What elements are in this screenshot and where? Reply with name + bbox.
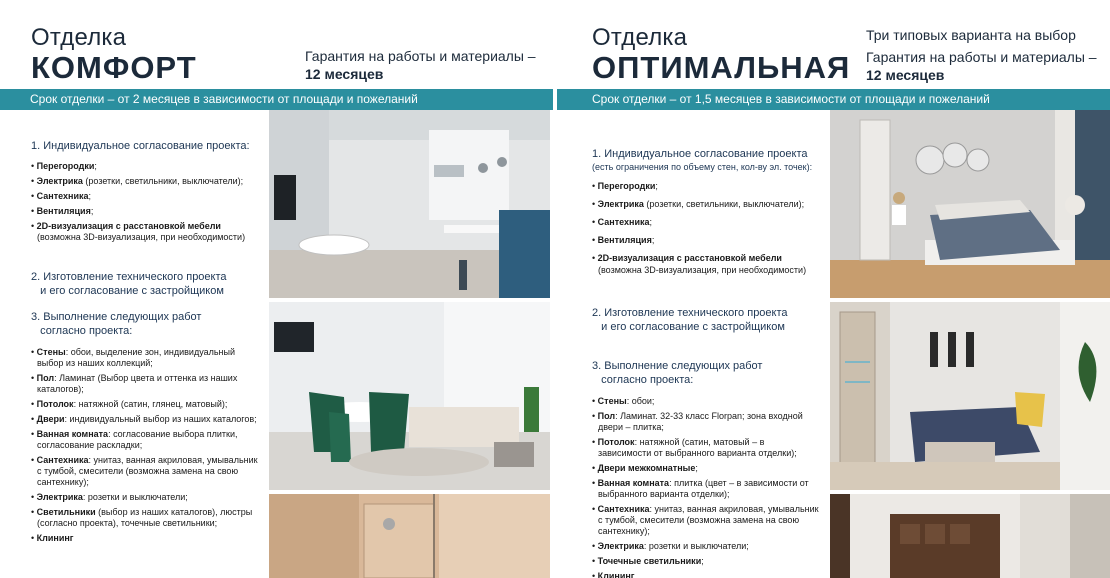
optimal-photo-bedroom-1 [830,110,1110,298]
comfort-guarantee-line2: 12 месяцев [305,66,384,82]
optimal-photo-bedroom-2 [830,302,1110,490]
list-item: • Стены: обои; [592,396,655,406]
list-item: • Сантехника: унитаз, ванная акриловая, умывальник с тумбой, смесители (возможна замена на свою сантехнику); [592,504,819,536]
comfort-guarantee [305,47,536,83]
list-item: • Светильники (выбор из наших каталогов), люстры (согласно проекта), точечные светильники; [31,507,253,528]
optimal-sec2-title: 2. Изготовление технического проекта и его согласование с застройщиком [592,307,788,333]
optimal-sec1-sub: (есть ограничения по объему стен, кол-ву эл. точек): [592,162,813,172]
comfort-photo-bathroom [269,494,550,578]
comfort-term-band: Срок отделки – от 2 месяцев в зависимости от площади и пожеланий [0,89,553,110]
list-item: • Сантехника; [31,191,92,201]
comfort-sec1-title: 1. Индивидуальное согласование проекта: [31,140,250,152]
optimal-variants: Три типовых варианта на выбор [866,27,1076,43]
list-item: • Двери межкомнатные; [592,463,698,473]
comfort-photo-kitchen [269,110,550,298]
list-item: • Потолок: натяжной (сатин, глянец, матовый); [31,399,228,409]
list-item: • Стены: обои, выделение зон, индивидуальный выбор из наших коллекций; [31,347,236,368]
optimal-guarantee-line2: 12 месяцев [866,67,945,83]
list-item: • Вентиляция; [592,235,655,245]
list-item: • Электрика: розетки и выключатели; [592,541,749,551]
optimal-guarantee [866,26,1097,84]
optimal-sec3-title: 3. Выполнение следующих работ согласно проекта: [592,360,763,386]
optimal-term-band: Срок отделки – от 1,5 месяцев в зависимости от площади и пожеланий [557,89,1110,110]
comfort-title-big: КОМФОРТ [31,50,197,85]
list-item: • Электрика: розетки и выключатели; [31,492,188,502]
comfort-sec3-list [31,347,259,548]
list-item: • 2D-визуализация с расстановкой мебели (возможна 3D-визуализация, при необходимости) [592,253,807,275]
list-item: • Перегородки; [31,161,97,171]
optimal-title-big: ОПТИМАЛЬНАЯ [592,50,851,85]
list-item: • Электрика (розетки, светильники, выключатели); [592,199,805,209]
list-item: • Клининг [31,533,74,543]
comfort-sec3-title: 3. Выполнение следующих работ согласно проекта: [31,311,202,337]
optimal-sec1-list [592,180,830,280]
comfort-guarantee-line1: Гарантия на работы и материалы – [305,48,536,64]
comfort-panel [0,0,553,578]
optimal-title-small: Отделка [592,24,688,51]
list-item: • Двери: индивидуальный выбор из наших каталогов; [31,414,257,424]
optimal-photo-kitchen [830,494,1110,578]
optimal-sec3-list [592,396,820,578]
optimal-panel [557,0,1110,578]
list-item: • Пол: Ламинат. 32-33 класс Florpan; зона входной двери – плитка; [592,411,803,432]
list-item: • Перегородки; [592,181,658,191]
optimal-content [557,110,827,578]
list-item: • Потолок: натяжной (сатин, матовый – в зависимости от выбранного варианта отделки); [592,437,797,458]
comfort-sec2-title: 2. Изготовление технического проекта и его согласование с застройщиком [31,271,227,297]
optimal-sec1-title: 1. Индивидуальное согласование проекта (есть ограничения по объему стен, кол-ву эл. точек): [592,148,813,172]
comfort-content [0,110,270,578]
list-item: • Ванная комната: плитка (цвет – в зависимости от выбранного варианта отделки); [592,478,809,499]
list-item: • 2D-визуализация с расстановкой мебели (возможна 3D-визуализация, при необходимости) [31,221,246,242]
optimal-guarantee-line1: Гарантия на работы и материалы – [866,49,1097,65]
list-item: • Сантехника; [592,217,653,227]
list-item: • Ванная комната: согласование выбора плитки, согласование раскладки; [31,429,238,450]
list-item: • Клининг [592,571,635,578]
list-item: • Пол: Ламинат (Выбор цвета и оттенка из наших каталогов); [31,373,238,394]
comfort-photo-dining [269,302,550,490]
list-item: • Вентиляция; [31,206,94,216]
list-item: • Точечные светильники; [592,556,704,566]
comfort-sec1-list [31,161,269,247]
list-item: • Сантехника: унитаз, ванная акриловая, умывальник с тумбой, смесители (возможна замена на свою сантехнику); [31,455,258,487]
list-item: • Электрика (розетки, светильники, выключатели); [31,176,244,186]
comfort-title-small: Отделка [31,24,127,51]
